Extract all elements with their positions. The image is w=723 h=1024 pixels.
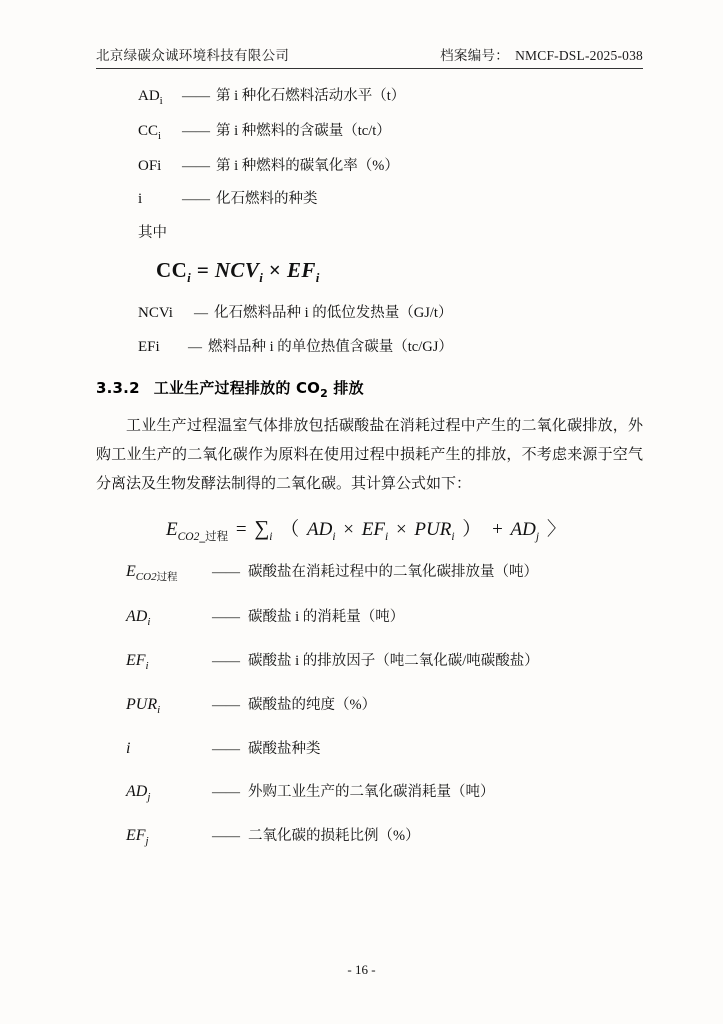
page-footer [0,962,723,978]
definition-symbol: i [126,740,131,758]
definition-dash: —— [212,565,240,581]
formula-ncv: NCV [214,258,260,283]
formula-ef: EF [286,258,316,283]
definition-dash: — [194,306,208,322]
definition-dash: —— [212,742,240,758]
formula-ncv-subscript: i [259,270,264,286]
definition-symbol-subscript: i [159,95,163,107]
formula-paren-open: （ [280,518,300,540]
where-label: 其中 [138,224,167,241]
formula-times: × [268,258,282,283]
definition-description: 碳酸盐 i 的排放因子（吨二氧化碳/吨碳酸盐） [248,652,539,669]
section-title-subscript: 2 [320,386,328,400]
section-title-b: 排放 [327,378,364,397]
page-header [96,44,643,69]
definition-description: 碳酸盐种类 [248,741,321,758]
definition-description: 外购工业生产的二氧化碳消耗量（吨） [248,784,495,801]
archive-label: 档案编号： [440,48,510,63]
formula-equals: = [196,258,210,283]
definition-symbol: i [138,191,143,208]
definition-dash: —— [212,785,240,801]
page-content [96,44,643,984]
section-number: 3.3.2 [96,378,140,397]
formula-plus: + [492,518,503,540]
formula-sigma: ∑ [254,515,270,540]
definition-dash: —— [212,829,240,845]
definition-item [96,336,643,359]
formula-ad-subscript: i [332,530,336,543]
formula-e-subscript-2: 2 [193,530,200,543]
formula-times-1: × [343,518,355,540]
page-number: - 16 - [347,962,376,977]
definition-item [96,780,643,806]
definition-dash: —— [182,124,210,140]
section-paragraph: 工业生产过程温室气体排放包括碳酸盐在消耗过程中产生的二氧化碳排放，外购工业生产的二氧化碳作为原料在使用过程中损耗产生的排放，不考虑来源于空气分离法及生物发酵法制得的二氧化碳。其计算公式如下： [96,417,643,493]
definition-description: 第 i 种燃料的含碳量（tc/t） [216,123,391,140]
definition-symbol: NCVi [138,305,173,322]
definition-symbol: EFi [138,338,160,355]
definition-item [96,155,643,178]
formula-carbon-content [96,254,643,288]
definition-symbol: OFi [138,158,162,175]
definition-item [96,302,643,325]
formula-co2-process [96,512,643,547]
formula-tail: 〉 [546,518,566,540]
definition-item [96,85,643,110]
definition-item [96,649,643,675]
formula-ef-subscript: i [315,270,320,286]
definition-description: 碳酸盐 i 的消耗量（吨） [248,608,405,625]
definition-list-bottom [96,560,643,850]
header-archive [440,44,643,64]
definition-item [96,120,643,145]
definition-description: 第 i 种化石燃料活动水平（t） [216,88,406,104]
definition-item [96,605,643,631]
definition-item [96,693,643,719]
formula-pur: PUR [414,518,452,540]
definition-list-top [96,85,643,212]
definition-dash: —— [212,698,240,713]
formula-paren-close: ） [462,518,482,540]
definition-description: 燃料品种 i 的单位热值含碳量（tc/GJ） [208,338,453,355]
section-heading [96,377,643,402]
formula-equals: = [235,518,247,540]
definition-item [96,188,643,211]
formula-ad: AD [307,518,333,540]
definition-symbol-subscript: i [158,130,162,143]
header-company-name: 北京绿碳众诚环境科技有限公司 [96,48,290,63]
formula-e: E [166,518,178,540]
definition-dash: — [188,339,202,355]
formula-ef-subscript: i [384,530,389,543]
formula-adj-subscript: j [535,530,540,543]
formula-pur-subscript: i [451,530,455,543]
formula-e-subscript-co: CO [177,530,194,543]
definition-symbol: $AD_i$ [138,88,163,107]
definition-symbol: $AD_j$ [126,783,151,804]
definition-symbol: $CC_i$ [138,123,162,143]
formula-times-2: × [395,518,407,540]
formula-ef: EF [361,518,385,540]
formula-lhs: CC [156,258,188,283]
page-body [96,69,643,851]
definition-symbol: $EF_i$ [126,651,149,672]
definition-symbol: $EF_j$ [126,827,149,848]
definition-item [96,560,643,586]
definition-description: 第 i 种燃料的碳氧化率（%） [216,158,399,175]
formula-lhs-subscript: i [187,270,192,286]
definition-description: 二氧化碳的损耗比例（%） [248,828,420,845]
formula-e-subscript-cn: _过程 [199,528,229,543]
definition-dash: —— [182,159,210,175]
definition-description: 碳酸盐在消耗过程中的二氧化碳排放量（吨） [248,564,538,581]
archive-code: NMCF-DSL-2025-038 [515,48,643,63]
definition-description: 化石燃料的种类 [216,191,318,208]
definition-dash: —— [212,653,240,669]
definition-description: 碳酸盐的纯度（%） [248,697,377,713]
formula-adj: AD [510,518,536,540]
definition-symbol: $AD_i$ [126,607,151,628]
definition-dash: —— [182,89,210,104]
definition-list-mid [96,302,643,359]
definition-symbol: $E_{CO2过程}$ [126,563,178,584]
definition-dash: —— [212,609,240,625]
definition-item [96,737,643,762]
definition-description: 化石燃料品种 i 的低位发热量（GJ/t） [214,305,453,322]
section-title-a: 工业生产过程排放的 CO [153,378,321,397]
definition-dash: —— [182,192,210,208]
definition-item [96,824,643,850]
formula-sigma-subscript: i [269,530,273,543]
definition-symbol: $PUR_i$ [126,696,161,717]
